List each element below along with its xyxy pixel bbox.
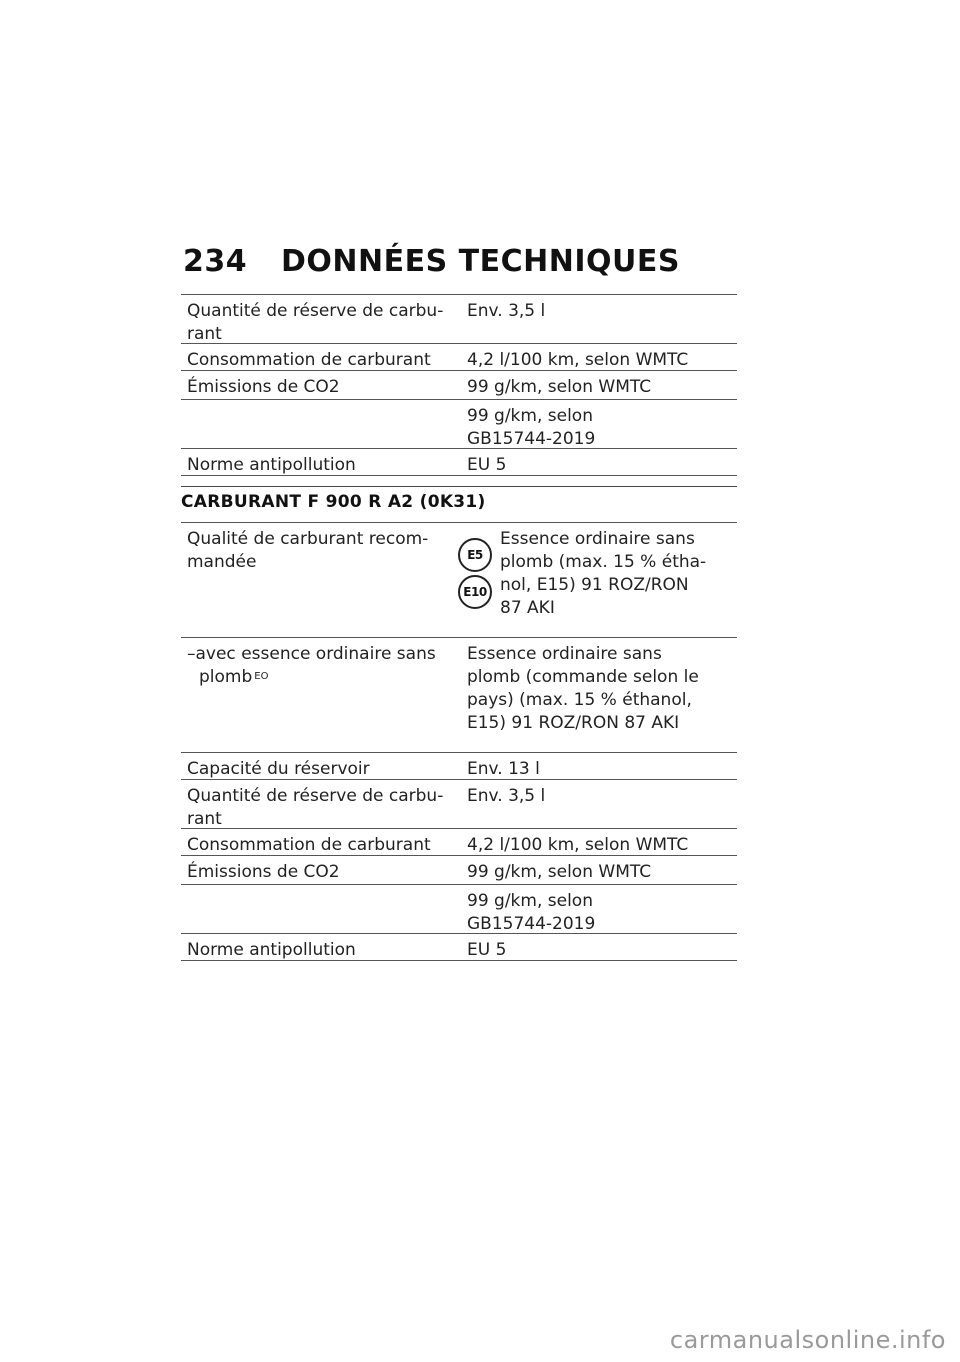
row-value: 99 g/km, selon WMTC	[467, 377, 652, 397]
row-value: Env. 13 l	[467, 759, 540, 779]
option-label: –avec essence ordinaire sans plomb	[187, 644, 436, 687]
page-title: DONNÉES TECHNIQUES	[281, 244, 680, 279]
row-value: 99 g/km, selon WMTC	[467, 862, 652, 882]
row-label: Quantité de réserve de carbu-rant	[187, 786, 444, 829]
spec-table-fuel	[181, 486, 737, 961]
row-value: EU 5	[467, 455, 507, 475]
e5-fuel-icon: E5	[458, 538, 492, 572]
row-value: 4,2 l/100 km, selon WMTC	[467, 350, 689, 370]
row-label: Norme antipollution	[187, 455, 356, 475]
table-row	[181, 448, 737, 476]
table-row	[181, 522, 737, 637]
row-label	[181, 638, 453, 752]
table-row	[181, 933, 737, 961]
row-value: 99 g/km, selon GB15744-2019	[467, 891, 596, 934]
table-row	[181, 343, 737, 370]
table-row	[181, 294, 737, 343]
table-row	[181, 752, 737, 779]
page-header	[183, 244, 743, 279]
row-label: Consommation de carburant	[187, 350, 431, 370]
row-value: Essence ordinaire sans plomb (commande selon le pays) (max. 15 % éthanol, E15) 91 ROZ/RON 87 AKI	[467, 644, 699, 733]
row-value: 99 g/km, selon GB15744-2019	[467, 406, 596, 449]
row-label: Quantité de réserve de carbu-rant	[187, 301, 444, 344]
table-row	[181, 637, 737, 752]
e10-fuel-icon: E10	[458, 575, 492, 609]
table-row	[181, 399, 737, 448]
row-label: Émissions de CO2	[187, 377, 340, 397]
watermark: carmanualsonline.info	[669, 1326, 946, 1354]
row-value: Env. 3,5 l	[467, 786, 546, 806]
option-superscript: EO	[254, 671, 269, 682]
row-value: Env. 3,5 l	[467, 301, 546, 321]
row-label: Consommation de carburant	[187, 835, 431, 855]
row-label	[181, 400, 453, 448]
row-value: Essence ordinaire sans plomb (max. 15 % étha-nol, E15) 91 ROZ/RON 87 AKI	[500, 529, 707, 618]
row-label	[181, 885, 453, 933]
fuel-quality-cell	[453, 523, 737, 637]
row-label: Norme antipollution	[187, 940, 356, 960]
row-label: Capacité du réservoir	[187, 759, 370, 779]
section-title: CARBURANT F 900 R A2 (0K31)	[181, 486, 737, 522]
row-label: Qualité de carburant recom-mandée	[187, 529, 429, 572]
table-row	[181, 884, 737, 933]
row-value: 4,2 l/100 km, selon WMTC	[467, 835, 689, 855]
row-value: EU 5	[467, 940, 507, 960]
page-number: 234	[183, 244, 248, 279]
table-row	[181, 855, 737, 884]
fuel-badges	[458, 528, 498, 635]
table-row	[181, 828, 737, 855]
table-row	[181, 779, 737, 828]
spec-table-top	[181, 294, 737, 476]
table-row	[181, 370, 737, 399]
row-label: Émissions de CO2	[187, 862, 340, 882]
